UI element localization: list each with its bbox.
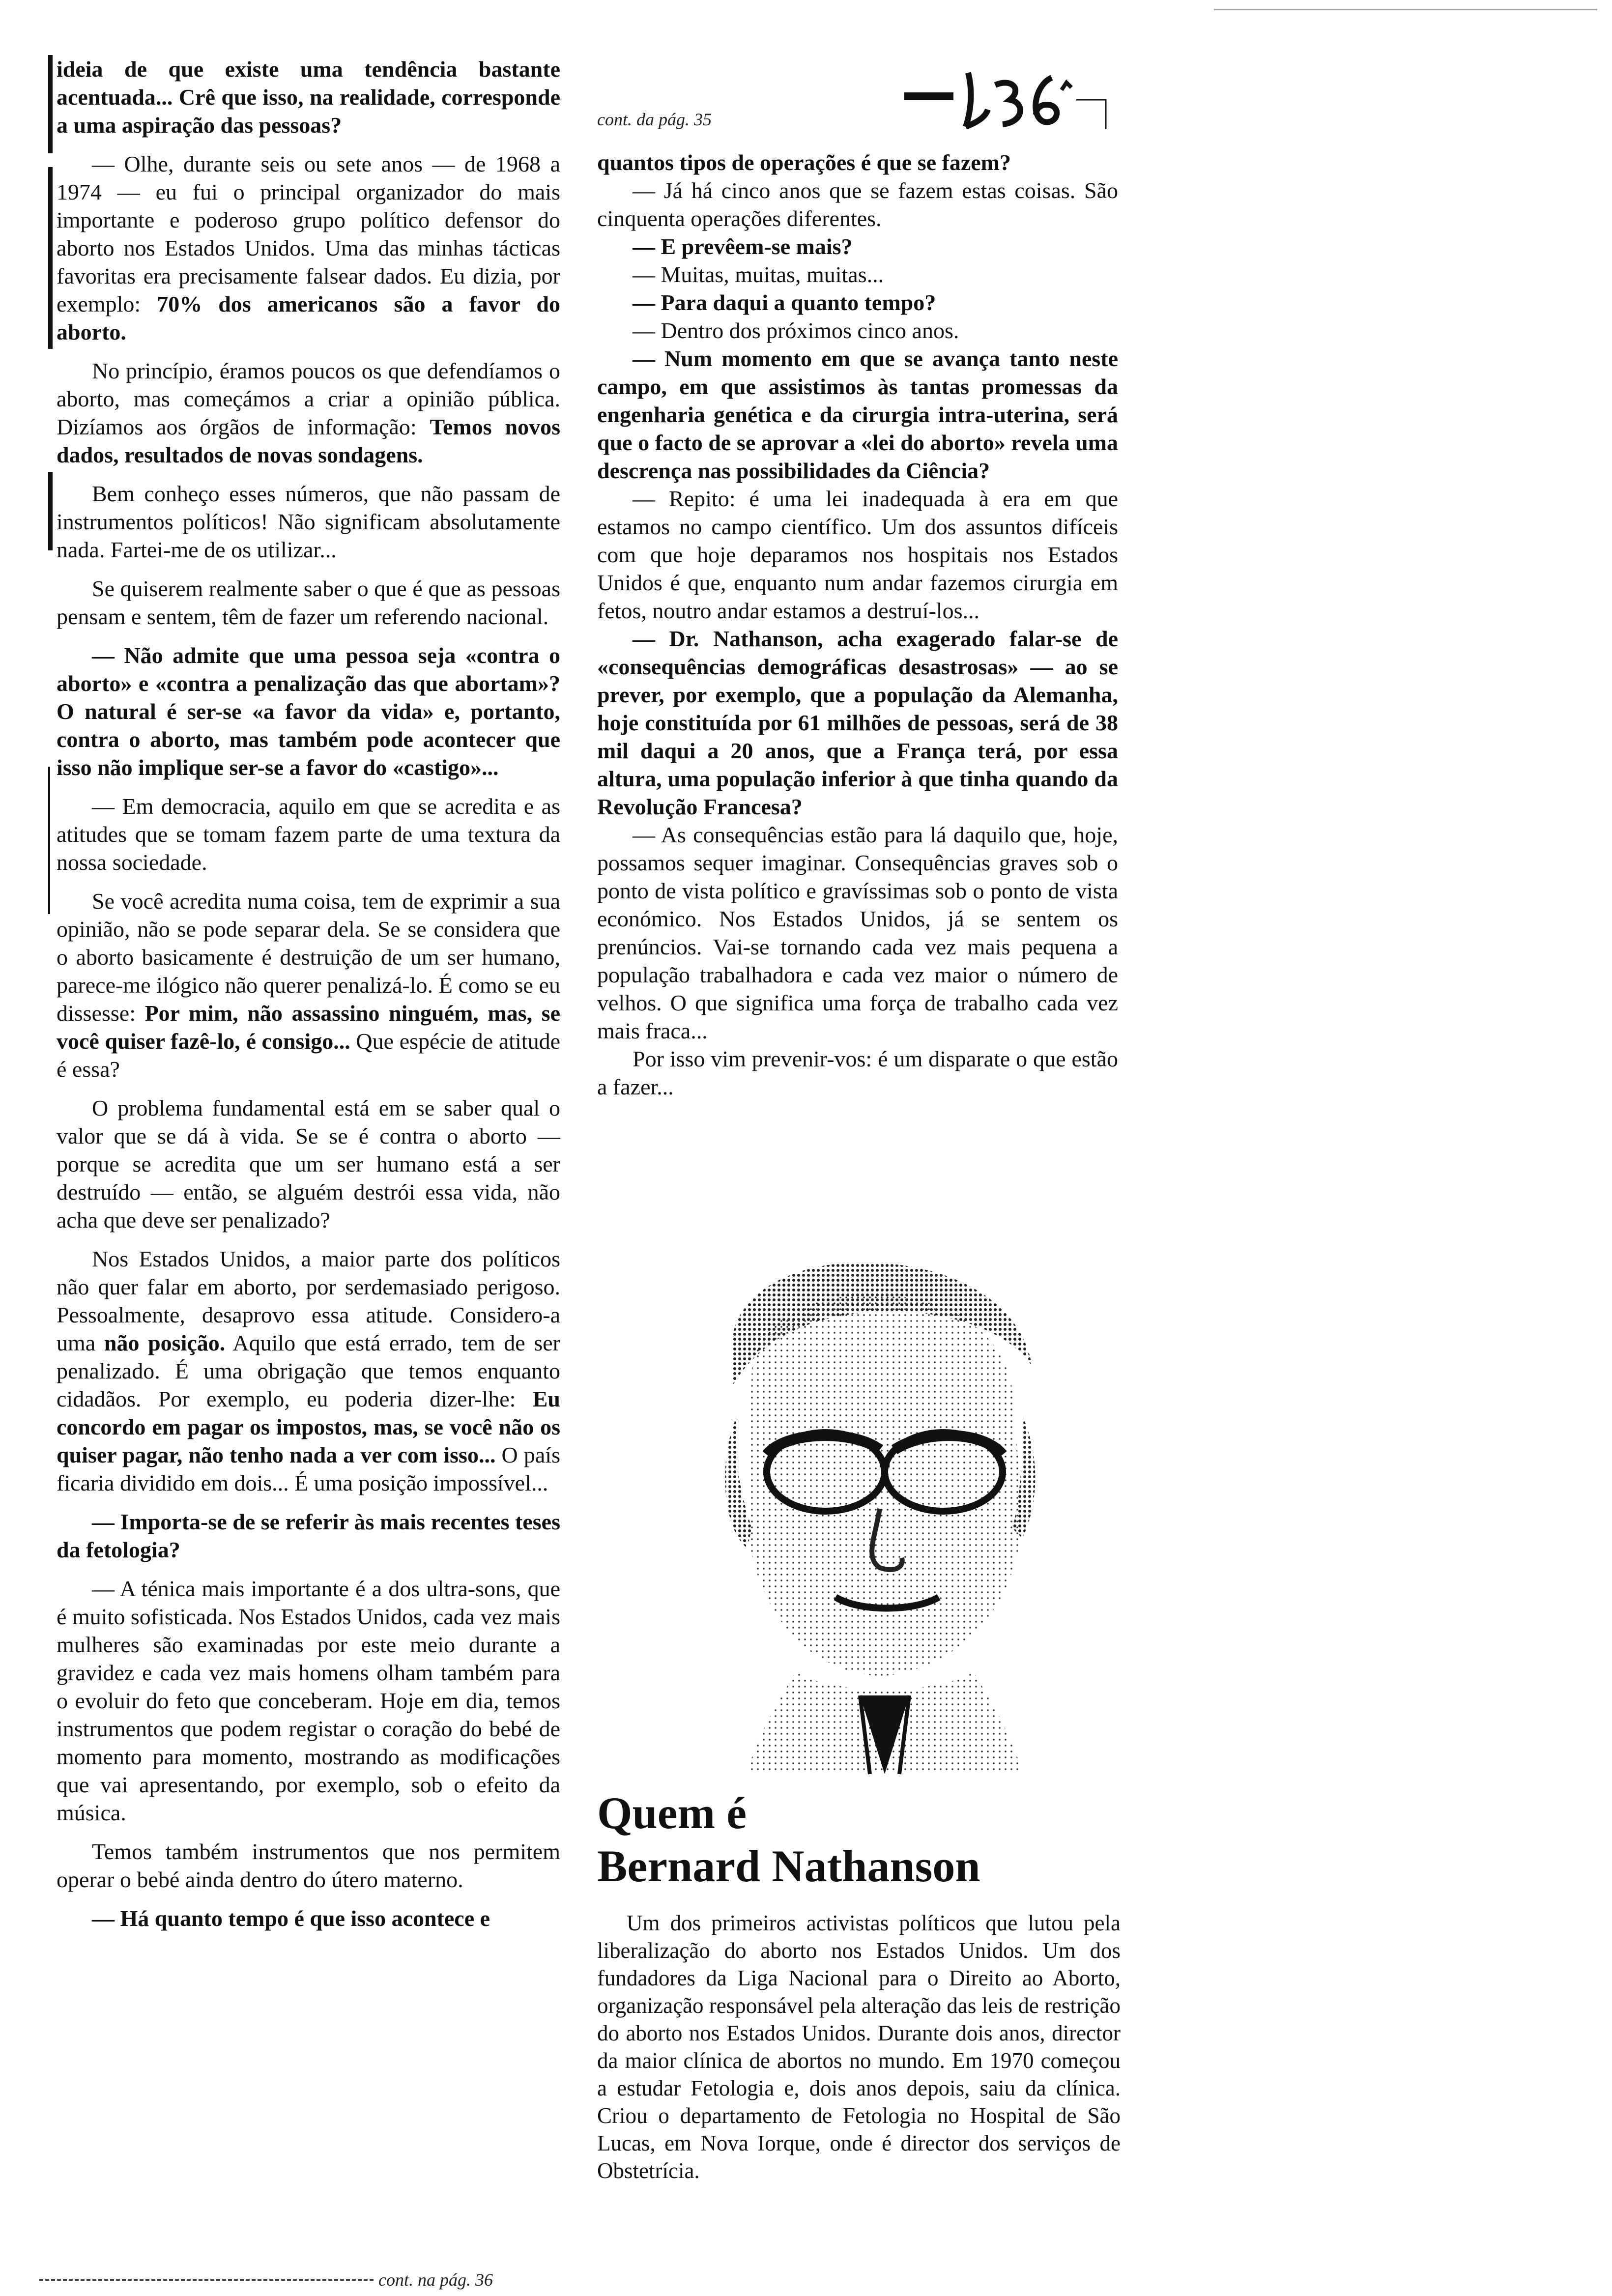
question: quantos tipos de operações é que se fazem? xyxy=(597,150,1011,175)
paragraph: — A ténica mais importante é a dos ultra-sons, que é muito sofisticada. Nos Estados Unidos, cada vez mais mulheres são examinadas por este meio durante a gravidez e cada vez mais homens olham também para o evoluir do feto que conceberam. Hoje em dia, temos instrumentos que podem registar o coração do bebé de momento para momento, mostrando as modificações que vai apresentando, por exemplo, sob o efeito da música. xyxy=(57,1576,560,1825)
answer: Por isso vim prevenir-vos: é um disparate o que estão a fazer... xyxy=(597,1046,1118,1099)
dotted-rule xyxy=(39,2279,374,2281)
paragraph: Bem conheço esses números, que não passam de instrumentos políticos! Não significam absolutamente nada. Fartei-me de os utilizar... xyxy=(57,481,560,562)
question: — Importa-se de se referir às mais recentes teses da fetologia? xyxy=(57,1509,560,1562)
paragraph: Temos também instrumentos que nos permitem operar o bebé ainda dentro do útero materno. xyxy=(57,1839,560,1892)
question: — Para daqui a quanto tempo? xyxy=(633,290,936,315)
portrait-photo xyxy=(649,1253,1116,1784)
answer: — As consequências estão para lá daquilo que, hoje, possamos sequer imaginar. Consequências graves sob o ponto de vista político e gravíssimas sob o ponto de vista económico. Nos Estados Unidos, já se sentem os prenúncios. Vai-se tornando cada vez mais pequena a população trabalhadora e cada vez maior o número de velhos. O que significa uma força de trabalho cada vez mais fraca... xyxy=(597,822,1118,1043)
left-column xyxy=(57,55,560,1943)
margin-bar xyxy=(48,472,53,550)
top-rule xyxy=(1214,9,1597,10)
paragraph: Se você acredita numa coisa, tem de exprimir a sua opinião, não se pode separar dela. Se se considera que o aborto basicamente é destruição de um ser humano, parece-me ilógico não querer penalizá-lo. É como se eu dissesse: Por mim, não assassino ninguém, mas, se você quiser fazê-lo, é consigo... Que espécie de atitude é essa? xyxy=(57,889,560,1082)
paragraph: No princípio, éramos poucos os que defendíamos o aborto, mas começámos a criar a opinião pública. Dizíamos aos órgãos de informação: Temos novos dados, resultados de novas sondagens. xyxy=(57,358,560,467)
question: — Dr. Nathanson, acha exagerado falar-se de «consequências demográficas desastrosas» — ao se prever, por exemplo, que a população da Alemanha, hoje constituída por 61 milhões de pessoas, será de 38 mil daqui a 20 anos, que a França terá, por essa altura, uma população inferior à que tinha quando da Revolução Francesa? xyxy=(597,626,1118,819)
answer: — Já há cinco anos que se fazem estas coisas. São cinquenta operações diferentes. xyxy=(597,178,1118,231)
question: — Não admite que uma pessoa seja «contra o aborto» e «contra a penalização das que abortam»? O natural é ser-se «a favor da vida» e, portanto, contra o aborto, mas também pode acontecer que isso não implique ser-se a favor do «castigo»... xyxy=(57,643,560,780)
question: — Há quanto tempo é que isso acontece e xyxy=(92,1906,490,1931)
answer: — Dentro dos próximos cinco anos. xyxy=(633,318,959,343)
paragraph: — Em democracia, aquilo em que se acredita e as atitudes que se tomam fazem parte de uma textura da nossa sociedade. xyxy=(57,794,560,875)
paragraph: ideia de que existe uma tendência bastante acentuada... Crê que isso, na realidade, corresponde a uma aspiração das pessoas? xyxy=(57,57,560,138)
question: — E prevêem-se mais? xyxy=(633,234,853,259)
paragraph: Se quiserem realmente saber o que é que as pessoas pensam e sentem, têm de fazer um referendo nacional. xyxy=(57,576,560,629)
right-column xyxy=(597,148,1118,1101)
handwritten-page-mark xyxy=(904,63,1111,132)
margin-bar xyxy=(48,55,53,153)
paragraph: Nos Estados Unidos, a maior parte dos políticos não quer falar em aborto, por serdemasiado perigoso. Pessoalmente, desaprovo essa atitude. Considero-a uma não posição. Aquilo que está errado, tem de ser penalizado. É uma obrigação que temos enquanto cidadãos. Por exemplo, eu poderia dizer-lhe: Eu concordo em pagar os impostos, mas, se você não os quiser pagar, não tenho nada a ver com isso... O país ficaria dividido em dois... É uma posição impossível... xyxy=(57,1246,561,1495)
margin-bar xyxy=(48,167,53,349)
answer: — Muitas, muitas, muitas... xyxy=(633,262,884,287)
answer: — Repito: é uma lei inadequada à era em que estamos no campo científico. Um dos assuntos difíceis com que hoje deparamos nos hospitais nos Estados Unidos é que, enquanto num andar fazemos cirurgia em fetos, noutro andar estamos a destruí-los... xyxy=(597,486,1118,623)
paragraph: — Olhe, durante seis ou sete anos — de 1968 a 1974 — eu fui o principal organizador do mais importante e poderoso grupo político defensor do aborto nos Estados Unidos. Uma das minhas tácticas favoritas era precisamente falsear dados. Eu dizia, por exemplo: 70% dos americanos são a favor do aborto. xyxy=(57,151,560,344)
question: — Num momento em que se avança tanto neste campo, em que assistimos às tantas promessas da engenharia genética e da cirurgia intra-uterina, será que o facto de se aprovar a «lei do aborto» revela uma descrença nas possibilidades da Ciência? xyxy=(597,346,1118,483)
continued-on-label: cont. na pág. 36 xyxy=(378,2270,493,2290)
continued-from-label: cont. da pág. 35 xyxy=(597,110,712,129)
bio-title: Quem é Bernard Nathanson xyxy=(597,1788,980,1891)
paragraph: O problema fundamental está em se saber qual o valor que se dá à vida. Se se é contra o aborto — porque se acredita que um ser humano está a ser destruído — então, se alguém destrói essa vida, não acha que deve ser penalizado? xyxy=(57,1095,560,1233)
bio-text: Um dos primeiros activistas políticos que lutou pela liberalização do aborto nos Estados Unidos. Um dos fundadores da Liga Nacional para o Direito ao Aborto, organização responsável pela alteração das leis de restrição do aborto nos Estados Unidos. Durante dois anos, director da maior clínica de abortos no mundo. Em 1970 começou a estudar Fetologia e, dois anos depois, saiu da clínica. Criou o departamento de Fetologia no Hospital de São Lucas, em Nova Iorque, onde é director dos serviços de Obstetrícia. xyxy=(597,1911,1121,2183)
margin-bar xyxy=(48,767,50,914)
